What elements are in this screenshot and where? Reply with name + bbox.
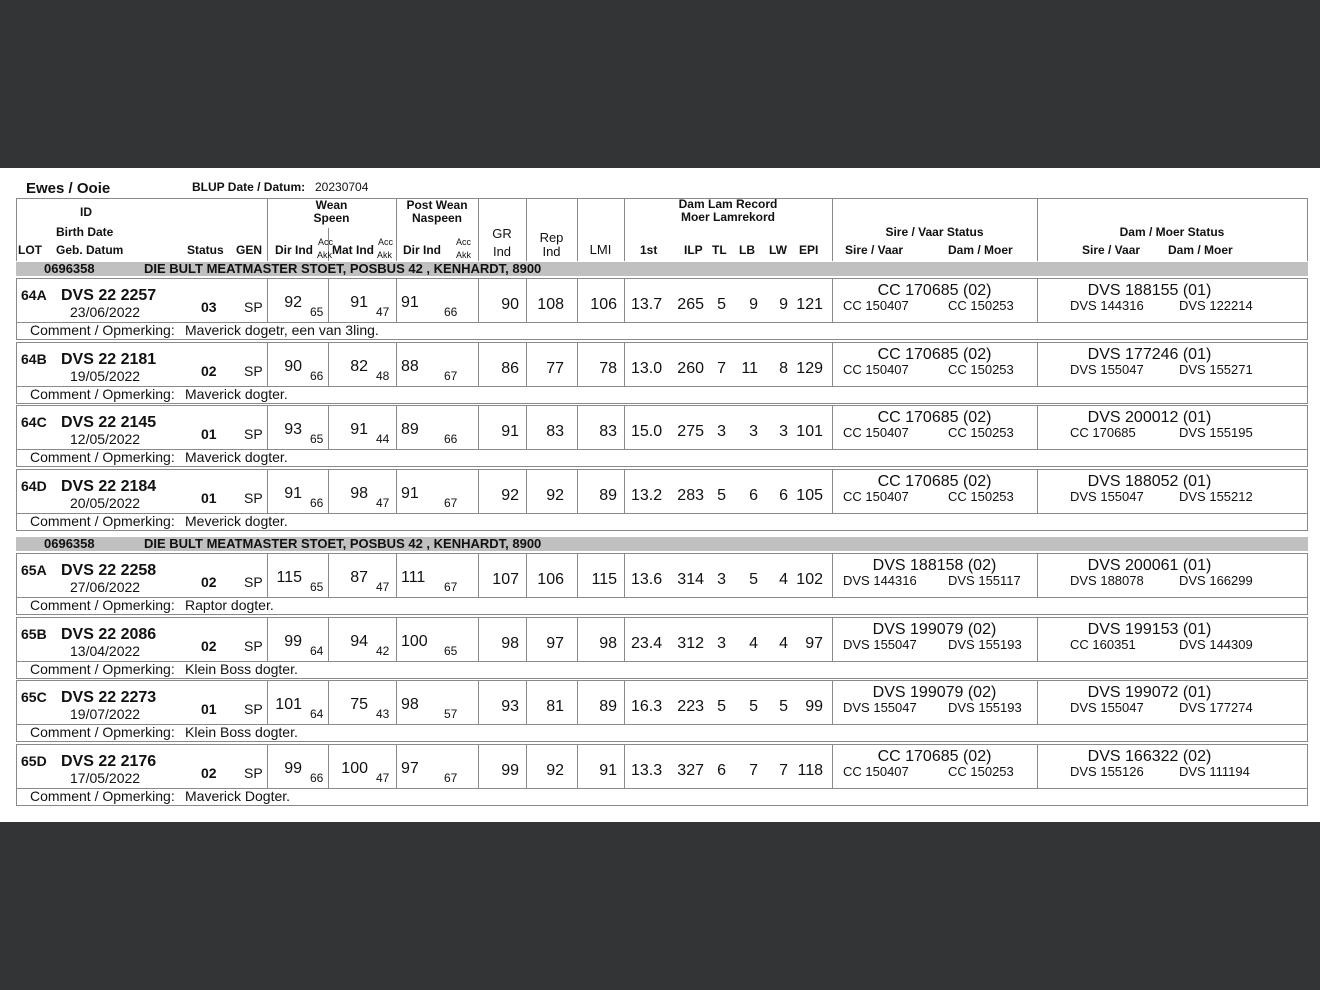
epi-value: 102: [796, 571, 823, 588]
lmi-value: 89: [599, 487, 617, 504]
post-wean-dir-ind: 111: [401, 569, 426, 586]
gr-ind: 98: [501, 635, 519, 652]
epi-value: 118: [797, 762, 823, 779]
epi-value: 121: [796, 296, 823, 313]
header-dam-lam-record: Dam Lam Record: [678, 197, 778, 211]
post-wean-acc: 67: [444, 496, 458, 510]
blup-date: 20230704: [315, 180, 369, 194]
first-lambing: 15.0: [631, 423, 663, 440]
gen-value: SP: [244, 574, 263, 590]
wean-dir-acc: 66: [310, 771, 324, 785]
wean-dir-ind: 93: [284, 421, 302, 438]
lmi-value: 89: [599, 698, 617, 715]
sire-sire-id: DVS 144316: [843, 573, 917, 588]
gen-value: SP: [244, 426, 263, 442]
lmi-value: 91: [599, 762, 617, 779]
post-wean-dir-ind: 88: [401, 358, 419, 375]
dam-dam-id: DVS 111194: [1179, 764, 1250, 779]
ilp-value: 260: [677, 360, 704, 377]
status-value: 02: [201, 363, 217, 379]
animal-id: DVS 22 2086: [61, 626, 157, 643]
lb-value: 9: [749, 296, 758, 313]
dam-id: DVS 177246 (01): [1087, 346, 1212, 363]
dam-sire-id: DVS 144316: [1070, 298, 1144, 313]
header-speen: Speen: [313, 211, 350, 225]
header-gr-ind: Ind: [492, 244, 512, 259]
dam-id: DVS 188155 (01): [1087, 282, 1212, 299]
animal-record: [0, 278, 1320, 340]
header-ilp: ILP: [684, 243, 703, 257]
sire-sire-id: DVS 155047: [843, 700, 917, 715]
first-lambing: 13.6: [631, 571, 663, 588]
birth-date: 12/05/2022: [70, 431, 141, 447]
dam-sire-id: DVS 155047: [1070, 362, 1144, 377]
wean-mat-ind: 91: [350, 421, 368, 438]
wean-dir-acc: 66: [310, 496, 324, 510]
animal-id: DVS 22 2176: [61, 753, 157, 770]
animal-record: [0, 469, 1320, 531]
comment-text: Klein Boss dogter.: [185, 661, 298, 677]
sire-id: CC 170685 (02): [877, 473, 992, 490]
comment-label: Comment / Opmerking:: [30, 322, 175, 338]
lmi-value: 115: [591, 571, 617, 588]
animal-id: DVS 22 2257: [61, 287, 157, 304]
comment-label: Comment / Opmerking:: [30, 597, 175, 613]
sire-dam-id: CC 150253: [948, 425, 1014, 440]
animal-id: DVS 22 2181: [61, 351, 157, 368]
epi-value: 105: [796, 487, 823, 504]
comment-label: Comment / Opmerking:: [30, 724, 175, 740]
dam-id: DVS 200012 (01): [1087, 409, 1212, 426]
gr-ind: 90: [501, 296, 519, 313]
tl-value: 3: [717, 571, 726, 588]
header-lb: LB: [739, 243, 755, 257]
gen-value: SP: [244, 299, 263, 315]
lot-number: 64D: [21, 478, 47, 494]
rep-ind: 97: [546, 635, 564, 652]
comment-label: Comment / Opmerking:: [30, 661, 175, 677]
lw-value: 4: [779, 635, 788, 652]
header-wean-mat-akk: Akk: [377, 250, 393, 260]
wean-dir-acc: 64: [310, 644, 324, 658]
header-lmi: LMI: [589, 242, 612, 257]
sire-sire-id: CC 150407: [843, 362, 909, 377]
post-wean-acc: 67: [444, 369, 458, 383]
first-lambing: 16.3: [631, 698, 663, 715]
gen-value: SP: [244, 490, 263, 506]
ilp-value: 275: [677, 423, 704, 440]
sire-dam-id: CC 150253: [948, 764, 1014, 779]
post-wean-acc: 66: [444, 432, 458, 446]
header-naspeen: Naspeen: [411, 211, 463, 225]
status-value: 02: [201, 638, 217, 654]
header-lot: LOT: [18, 243, 42, 257]
comment-text: Meverick dogter.: [185, 513, 288, 529]
birth-date: 19/05/2022: [70, 368, 141, 384]
header-wean-mat-acc: Acc: [378, 237, 394, 247]
animal-record: [0, 617, 1320, 679]
post-wean-acc: 57: [444, 707, 458, 721]
sire-dam-id: DVS 155193: [948, 700, 1022, 715]
birth-date: 23/06/2022: [70, 304, 141, 320]
wean-dir-ind: 99: [284, 633, 302, 650]
dam-sire-id: CC 170685: [1070, 425, 1136, 440]
wean-mat-ind: 82: [350, 358, 368, 375]
post-wean-acc: 65: [444, 644, 458, 658]
dam-dam-id: DVS 155195: [1179, 425, 1253, 440]
birth-date: 13/04/2022: [70, 643, 141, 659]
lmi-value: 106: [590, 296, 617, 313]
dam-dam-id: DVS 122214: [1179, 298, 1253, 313]
sire-sire-id: CC 150407: [843, 298, 909, 313]
rep-ind: 106: [537, 571, 564, 588]
wean-dir-ind: 90: [284, 358, 302, 375]
post-wean-acc: 66: [444, 305, 458, 319]
rep-ind: 92: [546, 762, 564, 779]
post-wean-dir-ind: 91: [401, 485, 419, 502]
tl-value: 7: [717, 360, 726, 377]
animal-record: [0, 553, 1320, 615]
header-rep-ind: Ind: [542, 244, 561, 259]
animal-id: DVS 22 2258: [61, 562, 157, 579]
tl-value: 5: [717, 296, 726, 313]
animal-id: DVS 22 2184: [61, 478, 157, 495]
breeder-band: [16, 262, 1308, 276]
sire-dam-id: CC 150253: [948, 298, 1014, 313]
lb-value: 5: [749, 698, 758, 715]
tl-value: 6: [717, 762, 726, 779]
sire-sire-id: DVS 155047: [843, 637, 917, 652]
lot-number: 65C: [21, 689, 47, 705]
sire-dam-id: CC 150253: [948, 362, 1014, 377]
lw-value: 8: [779, 360, 788, 377]
ilp-value: 265: [677, 296, 704, 313]
gen-value: SP: [244, 765, 263, 781]
sire-id: DVS 199079 (02): [872, 684, 997, 701]
ilp-value: 283: [677, 487, 704, 504]
dam-dam-id: DVS 155271: [1179, 362, 1253, 377]
dam-sire-id: CC 160351: [1070, 637, 1136, 652]
dam-sire-id: DVS 155047: [1070, 489, 1144, 504]
lw-value: 9: [779, 296, 788, 313]
wean-mat-acc: 47: [376, 496, 390, 510]
header-birth-date: Birth Date: [56, 225, 114, 239]
lmi-value: 78: [599, 360, 617, 377]
dam-dam-id: DVS 177274: [1179, 700, 1253, 715]
status-value: 01: [201, 701, 217, 717]
birth-date: 27/06/2022: [70, 579, 141, 595]
lb-value: 6: [749, 487, 758, 504]
breeder-number: 0696358: [44, 536, 95, 551]
sire-id: CC 170685 (02): [877, 748, 992, 765]
wean-mat-acc: 43: [376, 707, 390, 721]
header-wean-dir-ind: Dir Ind: [275, 243, 313, 257]
lb-value: 11: [741, 360, 758, 377]
lot-number: 64C: [21, 414, 47, 430]
comment-label: Comment / Opmerking:: [30, 513, 175, 529]
wean-dir-acc: 64: [310, 707, 324, 721]
post-wean-dir-ind: 100: [401, 633, 428, 650]
header-sire-status: Sire / Vaar Status: [885, 225, 984, 239]
lw-value: 3: [779, 423, 788, 440]
status-value: 01: [201, 426, 217, 442]
lw-value: 7: [779, 762, 788, 779]
breeder-name: DIE BULT MEATMASTER STOET, POSBUS 42 , KENHARDT, 8900: [144, 536, 542, 551]
header-wean-mat-ind: Mat Ind: [332, 243, 374, 257]
status-value: 02: [201, 574, 217, 590]
breeder-number: 0696358: [44, 261, 95, 276]
gr-ind: 91: [501, 423, 519, 440]
sire-id: DVS 188158 (02): [872, 557, 997, 574]
wean-mat-ind: 91: [350, 294, 368, 311]
status-value: 01: [201, 490, 217, 506]
wean-dir-acc: 65: [310, 305, 324, 319]
header-dam-sire: Sire / Vaar: [1082, 243, 1141, 257]
header-tl: TL: [712, 243, 727, 257]
dam-dam-id: DVS 155212: [1179, 489, 1253, 504]
wean-dir-acc: 65: [310, 580, 324, 594]
gr-ind: 99: [501, 762, 519, 779]
wean-mat-ind: 75: [350, 696, 368, 713]
header-pw-acc: Acc: [456, 237, 472, 247]
report-title: Ewes / Ooie: [26, 180, 111, 197]
rep-ind: 81: [546, 698, 564, 715]
comment-text: Maverick dogter.: [185, 449, 288, 465]
comment-text: Maverick dogter.: [185, 386, 288, 402]
wean-mat-acc: 48: [376, 369, 390, 383]
dam-id: DVS 200061 (01): [1087, 557, 1212, 574]
comment-text: Maverick dogetr, een van 3ling.: [185, 322, 379, 338]
tl-value: 3: [717, 423, 726, 440]
post-wean-acc: 67: [444, 771, 458, 785]
sire-dam-id: DVS 155193: [948, 637, 1022, 652]
ilp-value: 327: [677, 762, 704, 779]
gr-ind: 86: [501, 360, 519, 377]
animal-record: [0, 744, 1320, 806]
wean-mat-ind: 100: [341, 760, 368, 777]
wean-dir-ind: 91: [284, 485, 302, 502]
post-wean-dir-ind: 91: [401, 294, 419, 311]
sire-id: CC 170685 (02): [877, 282, 992, 299]
epi-value: 97: [805, 635, 823, 652]
header-lw: LW: [769, 243, 787, 257]
dam-sire-id: DVS 188078: [1070, 573, 1144, 588]
header-wean-dir-acc: Acc: [318, 237, 334, 247]
comment-text: Maverick Dogter.: [185, 788, 291, 804]
header-geb-datum: Geb. Datum: [56, 243, 124, 257]
wean-mat-acc: 44: [376, 432, 390, 446]
animal-record: [0, 342, 1320, 404]
dam-id: DVS 166322 (02): [1087, 748, 1212, 765]
comment-label: Comment / Opmerking:: [30, 386, 175, 402]
post-wean-dir-ind: 98: [401, 696, 419, 713]
dam-id: DVS 199072 (01): [1087, 684, 1212, 701]
dam-dam-id: DVS 144309: [1179, 637, 1253, 652]
header-status: Status: [187, 243, 224, 257]
comment-text: Klein Boss dogter.: [185, 724, 298, 740]
first-lambing: 13.7: [631, 296, 663, 313]
sire-dam-id: DVS 155117: [948, 573, 1021, 588]
gen-value: SP: [244, 701, 263, 717]
header-post-wean: Post Wean: [406, 198, 468, 212]
header-sire-sire: Sire / Vaar: [845, 243, 904, 257]
header-dam-dam: Dam / Moer: [1168, 243, 1233, 257]
header-gr: GR: [492, 226, 512, 241]
wean-dir-ind: 92: [284, 294, 302, 311]
wean-mat-ind: 87: [350, 569, 368, 586]
birth-date: 20/05/2022: [70, 495, 141, 511]
header-wean: Wean: [315, 198, 348, 212]
lot-number: 65B: [21, 626, 47, 642]
wean-mat-acc: 47: [376, 580, 390, 594]
header-pw-dir-ind: Dir Ind: [403, 243, 441, 257]
dam-sire-id: DVS 155126: [1070, 764, 1144, 779]
first-lambing: 13.2: [631, 487, 663, 504]
header-pw-akk: Akk: [456, 250, 472, 260]
lb-value: 3: [749, 423, 758, 440]
header-id: ID: [80, 205, 92, 219]
animal-record: [0, 680, 1320, 742]
gr-ind: 107: [492, 571, 519, 588]
lw-value: 6: [779, 487, 788, 504]
lw-value: 4: [779, 571, 788, 588]
comment-text: Raptor dogter.: [185, 597, 274, 613]
rep-ind: 108: [537, 296, 564, 313]
lb-value: 5: [749, 571, 758, 588]
lb-value: 4: [749, 635, 758, 652]
lot-number: 65D: [21, 753, 47, 769]
rep-ind: 83: [546, 423, 564, 440]
lmi-value: 98: [599, 635, 617, 652]
dam-id: DVS 188052 (01): [1087, 473, 1212, 490]
sire-sire-id: CC 150407: [843, 764, 909, 779]
epi-value: 99: [805, 698, 823, 715]
breeder-band: [16, 537, 1308, 551]
lot-number: 65A: [21, 562, 47, 578]
post-wean-dir-ind: 97: [401, 760, 419, 777]
gen-value: SP: [244, 363, 263, 379]
animal-id: DVS 22 2145: [61, 414, 157, 431]
header-first: 1st: [640, 243, 658, 257]
header-wean-dir-akk: Akk: [317, 250, 333, 260]
animal-record: [0, 405, 1320, 467]
wean-dir-ind: 101: [275, 696, 302, 713]
sire-dam-id: CC 150253: [948, 489, 1014, 504]
sire-sire-id: CC 150407: [843, 489, 909, 504]
rep-ind: 77: [546, 360, 564, 377]
rep-ind: 92: [546, 487, 564, 504]
sire-id: CC 170685 (02): [877, 409, 992, 426]
header-moer-lamrekord: Moer Lamrekord: [680, 210, 776, 224]
lot-number: 64A: [21, 287, 47, 303]
tl-value: 5: [717, 698, 726, 715]
lw-value: 5: [779, 698, 788, 715]
post-wean-acc: 67: [444, 580, 458, 594]
birth-date: 17/05/2022: [70, 770, 141, 786]
wean-mat-ind: 98: [350, 485, 368, 502]
dam-sire-id: DVS 155047: [1070, 700, 1144, 715]
report-page: [0, 168, 1320, 822]
wean-mat-acc: 47: [376, 771, 390, 785]
wean-mat-acc: 42: [376, 644, 390, 658]
lb-value: 7: [749, 762, 758, 779]
epi-value: 101: [796, 423, 823, 440]
dam-id: DVS 199153 (01): [1087, 621, 1212, 638]
wean-dir-ind: 115: [276, 569, 302, 586]
blup-label: BLUP Date / Datum:: [192, 180, 306, 194]
wean-dir-acc: 65: [310, 432, 324, 446]
comment-label: Comment / Opmerking:: [30, 788, 175, 804]
sire-sire-id: CC 150407: [843, 425, 909, 440]
post-wean-dir-ind: 89: [401, 421, 419, 438]
tl-value: 5: [717, 487, 726, 504]
gen-value: SP: [244, 638, 263, 654]
epi-value: 129: [796, 360, 823, 377]
gr-ind: 92: [501, 487, 519, 504]
wean-mat-acc: 47: [376, 305, 390, 319]
birth-date: 19/07/2022: [70, 706, 141, 722]
header-epi: EPI: [799, 243, 819, 257]
first-lambing: 13.3: [631, 762, 663, 779]
breeder-name: DIE BULT MEATMASTER STOET, POSBUS 42 , KENHARDT, 8900: [144, 261, 542, 276]
header-gen: GEN: [236, 243, 263, 257]
lmi-value: 83: [599, 423, 617, 440]
lot-number: 64B: [21, 351, 47, 367]
header-rep: Rep: [539, 230, 564, 245]
animal-id: DVS 22 2273: [61, 689, 157, 706]
first-lambing: 13.0: [631, 360, 663, 377]
status-value: 02: [201, 765, 217, 781]
ilp-value: 223: [677, 698, 704, 715]
dam-dam-id: DVS 166299: [1179, 573, 1253, 588]
wean-dir-acc: 66: [310, 369, 324, 383]
first-lambing: 23.4: [631, 635, 663, 652]
status-value: 03: [201, 299, 217, 315]
wean-dir-ind: 99: [284, 760, 302, 777]
ilp-value: 312: [677, 635, 704, 652]
ilp-value: 314: [677, 571, 704, 588]
tl-value: 3: [717, 635, 726, 652]
comment-label: Comment / Opmerking:: [30, 449, 175, 465]
wean-mat-ind: 94: [350, 633, 368, 650]
header-dam-status: Dam / Moer Status: [1119, 225, 1225, 239]
sire-id: CC 170685 (02): [877, 346, 992, 363]
header-sire-dam: Dam / Moer: [948, 243, 1013, 257]
sire-id: DVS 199079 (02): [872, 621, 997, 638]
gr-ind: 93: [501, 698, 519, 715]
